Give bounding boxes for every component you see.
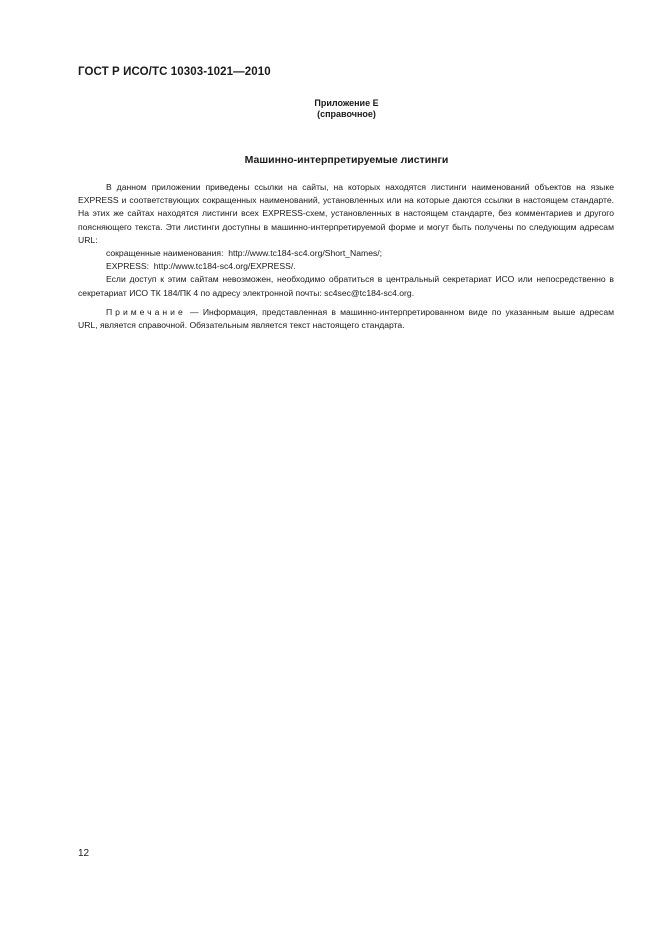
appendix-kind: (справочное) [317, 109, 376, 119]
paragraph-contact: Если доступ к этим сайтам невозможен, необходимо обратиться в центральный секретариат ИСО или непосредственно в секретариат ИСО ТК 184/ПК 4 по адресу электронной почты: sc4sec@tc184-sc4.org. [78, 274, 614, 298]
section-title: Машинно-интерпретируемые листинги [244, 154, 449, 166]
url-short-names-link[interactable]: http://www.tc184-sc4.org/Short_Names/; [228, 248, 383, 259]
document-code-header: ГОСТ Р ИСО/ТС 10303-1021—2010 [78, 66, 271, 78]
note-paragraph [78, 306, 614, 332]
paragraph-intro: В данном приложении приведены ссылки на сайты, на которых находятся листинги наименований объектов на языке EXPRESS и соответствующих сокращенных наименований, установленных или на которые даются ссылки в настоящем стандарте. На этих же сайтах находятся листинги всех EXPRESS-схем, установленных в настоящем стандарте, без комментариев и другого поясняющего текста. Эти листинги доступны в машинно-интерпретируемой форме и могут быть получены по следующим адресам URL: [78, 182, 614, 245]
url-short-names-label: сокращенные наименования: [106, 248, 224, 259]
body-text [78, 181, 614, 341]
note-text: — Информация, представленная в машинно-интерпретированном виде по указанным выше адресам URL, является справочной. Обязательным является текст настоящего стандарта. [78, 306, 615, 331]
url-express-line [78, 260, 614, 273]
url-express-link[interactable]: http://www.tc184-sc4.org/EXPRESS/. [153, 261, 296, 272]
url-express-label: EXPRESS: [106, 261, 149, 272]
appendix-title: Приложение Е [314, 98, 379, 108]
note-label: Примечание [106, 306, 186, 317]
page-number: 12 [78, 848, 90, 859]
url-short-names-line [78, 247, 614, 260]
